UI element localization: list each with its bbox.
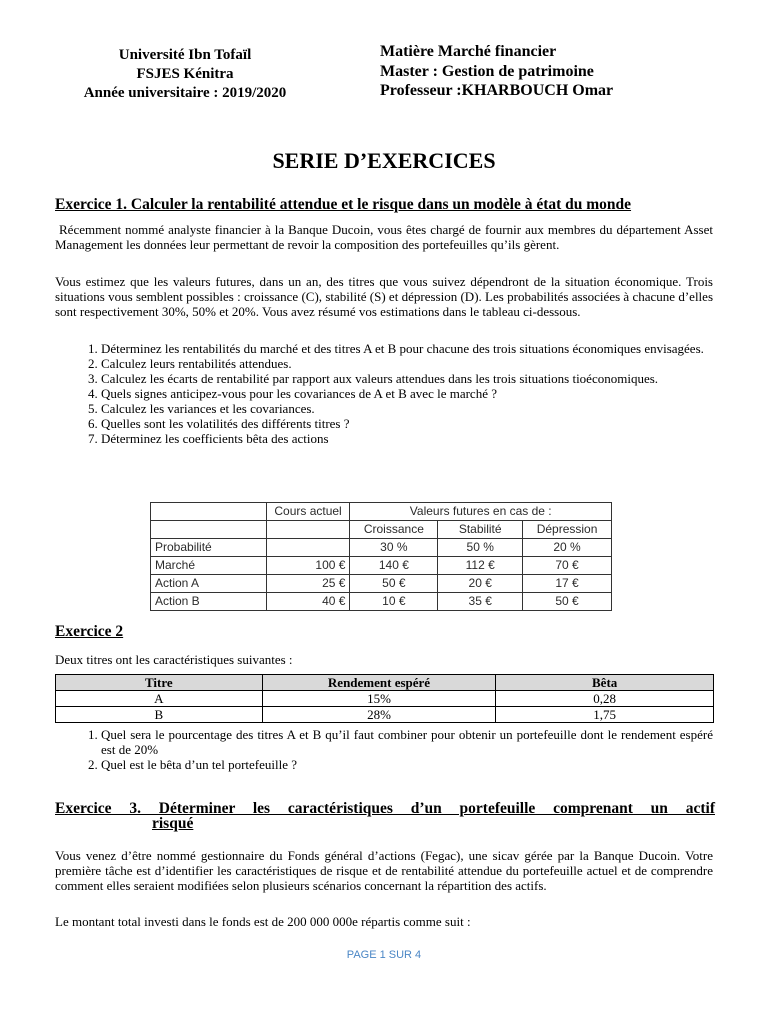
exercise-1-paragraph-1: Récemment nommé analyste financier à la Banque Ducoin, vous êtes chargé de fournir aux membres du département Asset Management les données leur permettant de revoir la composition des portefeuilles qu’ils gèrent. <box>55 222 713 252</box>
course-subject: Matière Marché financier <box>380 43 557 60</box>
row-label: Marché <box>151 557 267 575</box>
course-master: Master : Gestion de patrimoine <box>380 62 594 80</box>
table-cell: B <box>56 707 263 723</box>
page-title: SERIE D’EXERCICES <box>272 148 496 173</box>
table-row <box>151 575 612 593</box>
row-label: Action B <box>151 593 267 611</box>
securities-table <box>150 502 612 611</box>
exercise-3-heading-line-2: risqué <box>152 815 194 832</box>
table-row <box>56 691 714 707</box>
table-cell <box>266 521 350 539</box>
question-item: 3. Calculez les écarts de rentabilité par rapport aux valeurs attendues dans les trois situations tioéconomiques. <box>101 371 713 386</box>
exercise-1-heading: Exercice 1. Calculer la rentabilité attendue et le risque dans un modèle à état du monde <box>55 196 632 213</box>
table-row <box>151 539 612 557</box>
university-header <box>50 46 320 103</box>
table-header-cell: Titre <box>56 675 263 691</box>
table-cell: 140 € <box>350 557 438 575</box>
row-label: Action A <box>151 575 267 593</box>
table-cell: 28% <box>262 707 496 723</box>
page-number: PAGE 1 SUR 4 <box>346 949 422 961</box>
exercise-1-questions <box>55 341 713 446</box>
table-cell: 20 % <box>523 539 612 557</box>
table-cell: 100 € <box>266 557 350 575</box>
table-cell: 1,75 <box>496 707 714 723</box>
table-header-row <box>151 503 612 521</box>
question-item: 1. Quel sera le pourcentage des titres A et B qu’il faut combiner pour obtenir un portefeuille dont le rendement espéré est de 20% <box>101 727 713 757</box>
row-label: Probabilité <box>151 539 267 557</box>
academic-year: Année universitaire : 2019/2020 <box>83 85 287 101</box>
question-item: 4. Quels signes anticipez-vous pour les covariances de A et B avec le marché ? <box>101 386 713 401</box>
table-header-cell: Rendement espéré <box>262 675 496 691</box>
university-name: Université Ibn Tofaïl <box>118 47 252 63</box>
table-cell: 30 % <box>350 539 438 557</box>
table-cell: 40 € <box>266 593 350 611</box>
question-item: 6. Quelles sont les volatilités des différents titres ? <box>101 416 713 431</box>
table-cell: 17 € <box>523 575 612 593</box>
table-header-row <box>151 521 612 539</box>
table-row <box>151 557 612 575</box>
table-header-cell: Croissance <box>350 521 438 539</box>
exercise-3-paragraph-2: Le montant total investi dans le fonds est de 200 000 000e répartis comme suit : <box>55 914 471 929</box>
course-professor: Professeur :KHARBOUCH Omar <box>380 82 614 99</box>
table-cell: 25 € <box>266 575 350 593</box>
question-item: 1. Déterminez les rentabilités du marché et des titres A et B pour chacune des trois situations économiques envisagées. <box>101 341 713 356</box>
table-cell: 112 € <box>438 557 523 575</box>
table-cell: 0,28 <box>496 691 714 707</box>
question-item: 2. Quel est le bêta d’un tel portefeuille ? <box>101 757 713 772</box>
table-cell: 15% <box>262 691 496 707</box>
question-item: 5. Calculez les variances et les covariances. <box>101 401 713 416</box>
table-cell <box>266 539 350 557</box>
table-cell: 70 € <box>523 557 612 575</box>
titles-table <box>55 674 714 723</box>
exercise-2-questions <box>55 727 713 772</box>
table-header-cell: Valeurs futures en cas de : <box>350 503 612 521</box>
table-header-cell: Bêta <box>496 675 714 691</box>
table-cell: 50 % <box>438 539 523 557</box>
table-cell: A <box>56 691 263 707</box>
exercise-3-paragraph-1: Vous venez d’être nommé gestionnaire du Fonds général d’actions (Fegac), une sicav gérée par la Banque Ducoin. Votre première tâche est d’identifier les caractéristiques de risque et de rentabilité attendue du portefeuille actuel et de comprendre comment elles seraient modifiées selon plusieurs scénarios concernant la répartition des actifs. <box>55 848 713 893</box>
table-cell <box>151 503 267 521</box>
table-row <box>151 593 612 611</box>
table-header-cell: Cours actuel <box>266 503 350 521</box>
table-row <box>56 707 714 723</box>
exercise-3-heading <box>55 801 715 831</box>
exercise-2-heading: Exercice 2 <box>55 623 124 640</box>
table-cell: 50 € <box>523 593 612 611</box>
table-cell <box>151 521 267 539</box>
table-cell: 10 € <box>350 593 438 611</box>
table-cell: 20 € <box>438 575 523 593</box>
table-header-cell: Dépression <box>523 521 612 539</box>
table-cell: 35 € <box>438 593 523 611</box>
table-header-cell: Stabilité <box>438 521 523 539</box>
table-cell: 50 € <box>350 575 438 593</box>
exercise-3-heading-line-1: Exercice 3. Déterminer les caractéristiques d’un portefeuille comprenant un actif <box>55 800 715 817</box>
table-header-row <box>56 675 714 691</box>
course-header <box>380 42 720 101</box>
exercise-1-paragraph-2: Vous estimez que les valeurs futures, dans un an, des titres que vous suivez dépendront de la situation économique. Trois situations vous semblent possibles : croissance (C), stabilité (S) et dépression (D). Les probabilités associées à chacune d’elles sont respectivement 30%, 50% et 20%. Vous avez résumé vos estimations dans le tableau ci-dessous. <box>55 274 713 319</box>
faculty-name: FSJES Kénitra <box>136 66 234 82</box>
question-item: 7. Déterminez les coefficients bêta des actions <box>101 431 713 446</box>
exercise-2-intro: Deux titres ont les caractéristiques suivantes : <box>55 652 293 667</box>
question-item: 2. Calculez leurs rentabilités attendues. <box>101 356 713 371</box>
